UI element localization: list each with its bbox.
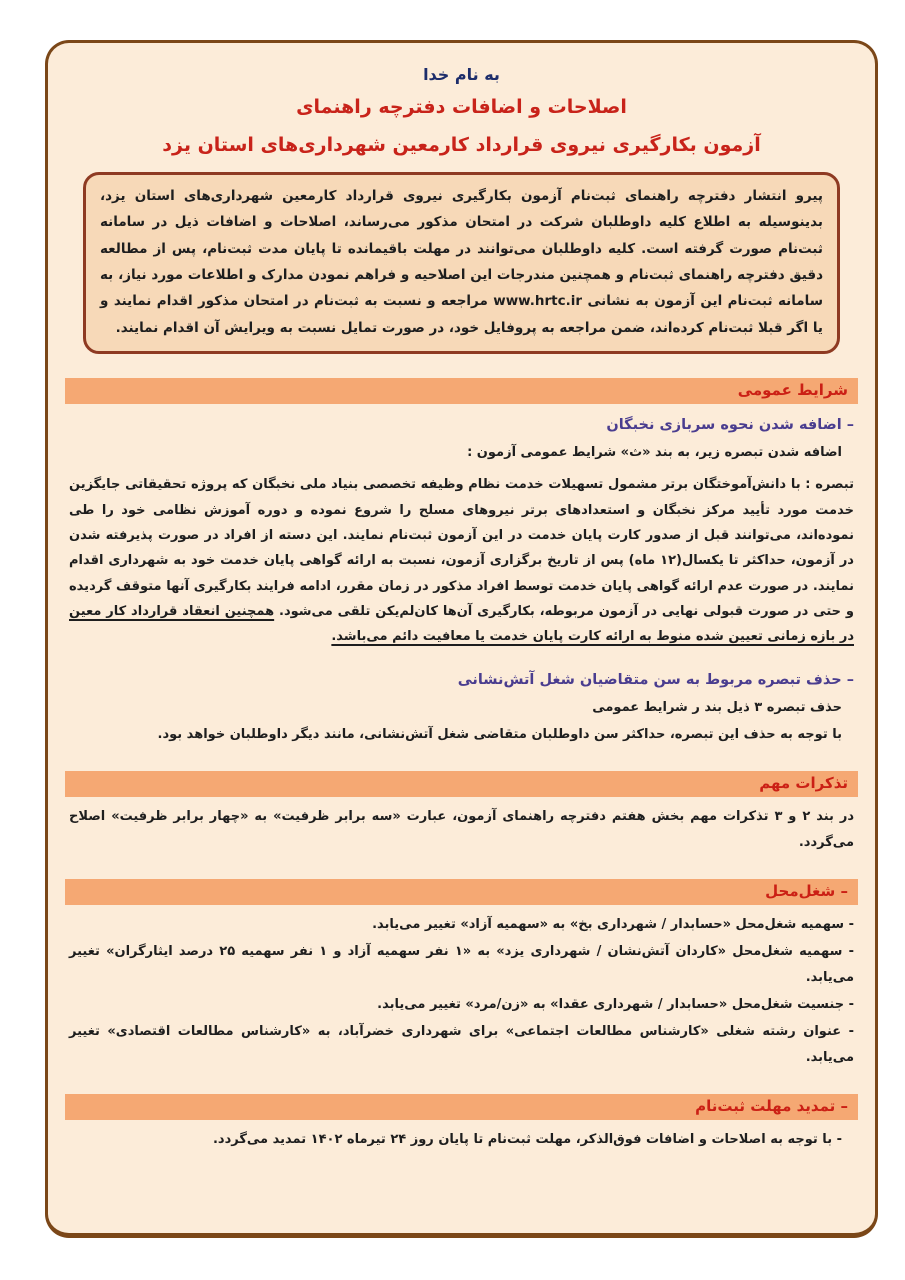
section-label-general-conditions: شرایط عمومی: [737, 380, 848, 399]
section-bar-job-location: [65, 879, 858, 905]
firefighting-line2: با توجه به حذف این تبصره، حداکثر سن داوطلبان متقاضی شغل آتش‌نشانی، مانند دیگر داوطلبان خواهد بود.: [157, 726, 842, 742]
tabsereh-underlined-text: همچنین انعقاد قرارداد کار معین در بازه زمانی تعیین شده منوط به ارائه کارت پایان خدمت یا معافیت دائم می‌باشد.: [69, 603, 854, 645]
section-label-important-notes: تذکرات مهم: [759, 774, 848, 793]
important-notes-text: در بند ۲ و ۳ تذکرات مهم بخش هفتم دفترچه راهنمای آزمون، عبارت «سه برابر ظرفیت» به «چهار برابر ظرفیت» اصلاح می‌گردد.: [69, 809, 854, 850]
intro-text: پیرو انتشار دفترچه راهنمای ثبت‌نام آزمون بکارگیری نیروی قرارداد کارمعین شهرداری‌های استان یزد، بدینوسیله به اطلاع کلیه داوطلبان شرکت در امتحان مذکور می‌رساند، اصلاحات و اضافات ذیل در سامانه ثبت‌نام صورت گرفته است. کلیه داوطلبان می‌توانند در مهلت باقیمانده تا پایان مدت ثبت‌نام، پس از مطالعه دقیق دفترچه راهنمای ثبت‌نام و همچنین مندرجات این اصلاحیه و فراهم نمودن مدارک و اطلاعات مورد نیاز، به سامانه ثبت‌نام این آزمون به نشانی www.hrtc.ir مراجعه و نسبت به ثبت‌نام در امتحان مذکور اقدام نمایند و یا اگر قبلا ثبت‌نام کرده‌اند، ضمن مراجعه به پروفایل خود، در صورت تمایل نسبت به ویرایش آن اقدام نمایند.: [100, 188, 823, 336]
section-bar-deadline: [65, 1094, 858, 1120]
section-bar-general-conditions: [65, 378, 858, 404]
document-frame: [45, 40, 878, 1238]
tabsereh-intro-line: اضافه شدن تبصره زیر، به بند «ث» شرایط عمومی آزمون :: [467, 444, 842, 460]
subheading-firefighting-age: – حذف تبصره مربوط به سن متقاضیان شغل آتش‌نشانی: [457, 671, 854, 688]
section-label-job-location: – شغل‌محل: [765, 882, 848, 900]
intro-notice-box: [83, 172, 840, 354]
subheading-elite-military-service: – اضافه شدن نحوه سربازی نخبگان: [606, 416, 854, 433]
tabsereh-paragraph: [69, 472, 854, 649]
firefighting-line1: حذف تبصره ۳ ذیل بند ر شرایط عمومی: [592, 699, 842, 715]
bismillah-text: به نام خدا: [423, 65, 500, 84]
job-location-item: - عنوان رشته شغلی «کارشناس مطالعات اجتماعی» برای شهرداری خضرآباد، به «کارشناس مطالعات اقتصادی» تغییر می‌یابد.: [69, 1024, 854, 1065]
section-bar-important-notes: [65, 771, 858, 797]
job-location-item: - جنسیت شغل‌محل «حسابدار / شهرداری عقدا» به «زن/مرد» تغییر می‌یابد.: [377, 997, 854, 1013]
job-location-item: - سهمیه شغل‌محل «کاردان آتش‌نشان / شهرداری یزد» به «۱ نفر سهمیه آزاد و ۱ نفر سهمیه ۲۵ درصد ایثارگران» تغییر می‌یابد.: [69, 944, 854, 985]
document-title-line2: آزمون بکارگیری نیروی قرارداد کارمعین شهرداری‌های استان یزد: [162, 133, 761, 156]
document-title-line1: اصلاحات و اضافات دفترچه راهنمای: [296, 96, 627, 118]
tabsereh-main-text: تبصره : با دانش‌آموختگان برتر مشمول تسهیلات خدمت نظام وظیفه تخصصی بنیاد ملی نخبگان که پروژه تحقیقاتی جایگزین خدمت مورد تأیید مرکز نخبگان و استعدادهای برتر نیروهای مسلح را شروع نموده و دوره آموزش نظامی خود را طی نموده‌اند، می‌توانند قبل از صدور کارت پایان خدمت در این آزمون ثبت‌نام نمایند. این دسته از افراد در صورت پذیرفته شدن در آزمون، حداکثر تا یکسال(۱۲ ماه) پس از تاریخ برگزاری آزمون، نسبت به ارائه گواهی پایان خدمت خود به شهرداری اقدام نمایند. در صورت عدم ارائه گواهی پایان خدمت توسط افراد مذکور در زمان مقرر، ادامه فرایند بکارگیری آنها متوقف گردیده و حتی در صورت قبولی نهایی در آزمون مربوطه، بکارگیری آن‌ها کان‌لم‌یکن تلقی می‌شود.: [69, 477, 854, 619]
deadline-text: - با توجه به اصلاحات و اضافات فوق‌الذکر، مهلت ثبت‌نام تا پایان روز ۲۴ تیرماه ۱۴۰۲ تمدید می‌گردد.: [212, 1132, 842, 1148]
section-label-deadline: – تمدید مهلت ثبت‌نام: [695, 1097, 848, 1116]
job-location-item: - سهمیه شغل‌محل «حسابدار / شهرداری بخ» به «سهمیه آزاد» تغییر می‌یابد.: [372, 917, 854, 932]
